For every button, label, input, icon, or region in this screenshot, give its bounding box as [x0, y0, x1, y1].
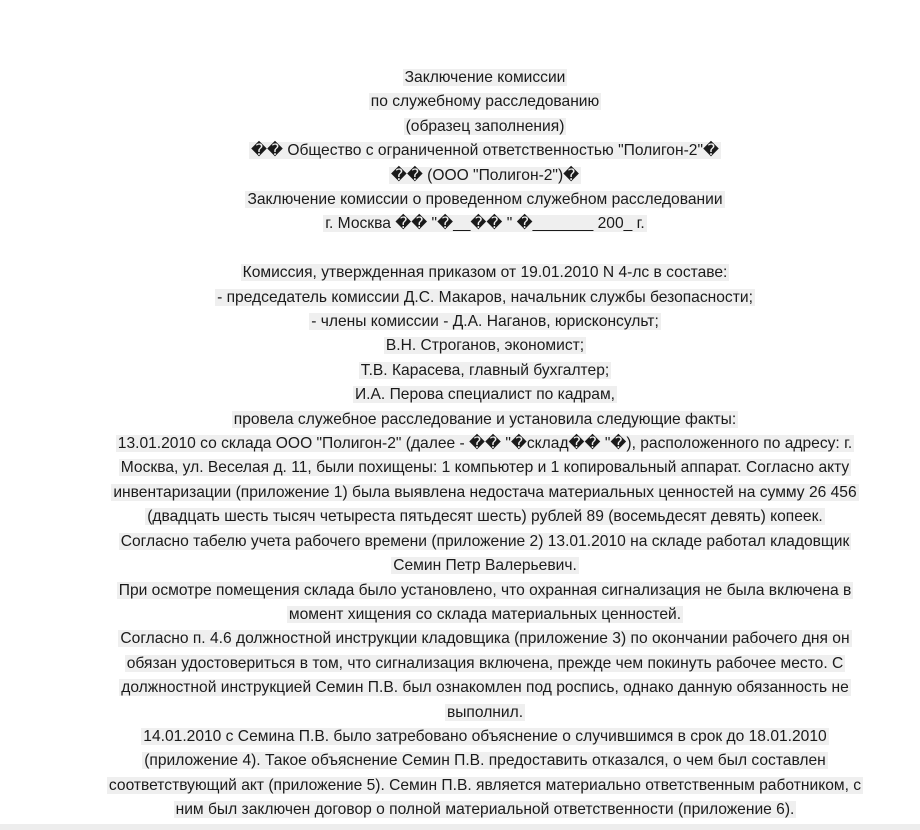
doc-line — [60, 164, 910, 188]
body-text-line: Семин Петр Валерьевич. — [393, 557, 577, 575]
doc-line — [60, 383, 910, 407]
body-text-line: И.А. Перова специалист по кадрам, — [354, 386, 616, 404]
doc-line — [60, 261, 910, 285]
body-text-line: В.Н. Строганов, экономист; — [385, 337, 585, 355]
doc-line — [60, 652, 910, 676]
bottom-edge-bar — [0, 824, 920, 830]
body-text-line: - председатель комиссии Д.С. Макаров, начальник службы безопасности; — [217, 288, 753, 306]
doc-line — [60, 115, 910, 139]
company-short-name: �� (ООО "Полигон-2")� — [390, 166, 580, 184]
doc-line — [60, 603, 910, 627]
body-text-line: Согласно п. 4.6 должностной инструкции кладовщика (приложение 3) по окончании рабочего дня он — [120, 630, 850, 648]
doc-line — [60, 701, 910, 725]
doc-line — [60, 505, 910, 529]
body-text-line: Согласно табелю учета рабочего времени (приложение 2) 13.01.2010 на складе работал кладовщик — [120, 532, 850, 550]
body-text-line: (двадцать шесть тысяч четыреста пятьдесят шесть) рублей 89 (восемьдесят девять) копеек. — [147, 508, 823, 526]
body-text-line: должностной инструкцией Семин П.В. был ознакомлен под роспись, однако данную обязанность не — [121, 679, 849, 697]
doc-line — [60, 749, 910, 773]
doc-line — [60, 310, 910, 334]
doc-line — [60, 798, 910, 822]
doc-heading: Заключение комиссии о проведенном служебном расследовании — [247, 191, 723, 209]
doc-line — [60, 334, 910, 358]
doc-line — [60, 408, 910, 432]
doc-line — [60, 188, 910, 212]
doc-place-date: г. Москва �� "�__�� " �_______ 200_ г. — [325, 215, 645, 233]
body-text-line: Т.В. Карасева, главный бухгалтер; — [360, 361, 610, 379]
doc-line — [60, 286, 910, 310]
doc-line — [60, 139, 910, 163]
doc-line — [60, 90, 910, 114]
doc-line — [60, 481, 910, 505]
company-name: �� Общество с ограниченной ответственностью "Полигон-2"� — [251, 142, 719, 160]
paragraph-gap — [60, 237, 910, 261]
doc-line — [60, 530, 910, 554]
doc-line — [60, 774, 910, 798]
document-body — [60, 66, 910, 823]
doc-line — [60, 554, 910, 578]
body-text-line: Москва, ул. Веселая д. 11, были похищены: 1 компьютер и 1 копировальный аппарат. Согласно акту — [120, 459, 850, 477]
body-text-line: выполнил. — [446, 703, 524, 721]
doc-line — [60, 432, 910, 456]
doc-line — [60, 212, 910, 236]
body-text-line: 13.01.2010 со склада ООО "Полигон-2" (далее - �� "�склад�� "�), расположенного по адресу: г. — [117, 435, 853, 453]
body-text-line: (приложение 4). Такое объяснение Семин П.В. предоставить отказался, о чем был составлен — [144, 752, 826, 770]
doc-line — [60, 627, 910, 651]
body-text-line: обязан удостовериться в том, что сигнализация включена, прежде чем покинуть рабочее место. С — [126, 654, 844, 672]
body-text-line: момент хищения со склада материальных ценностей. — [288, 605, 682, 623]
doc-note: (образец заполнения) — [405, 117, 565, 135]
body-text-line: Комиссия, утвержденная приказом от 19.01.2010 N 4-лс в составе: — [242, 264, 728, 282]
doc-title: Заключение комиссии — [404, 69, 566, 86]
doc-line — [60, 359, 910, 383]
body-text-line: ним был заключен договор о полной материальной ответственности (приложение 6). — [175, 801, 795, 819]
doc-line — [60, 579, 910, 603]
doc-line — [60, 725, 910, 749]
doc-subtitle: по служебному расследованию — [370, 93, 600, 111]
body-text-line: соответствующий акт (приложение 5). Семин П.В. является материально ответственным работником, с — [108, 776, 862, 794]
doc-line — [60, 676, 910, 700]
body-text-line: инвентаризации (приложение 1) была выявлена недостача материальных ценностей на сумму 26 456 — [113, 483, 857, 501]
body-text-line: - члены комиссии - Д.А. Наганов, юрисконсульт; — [311, 313, 659, 331]
body-text-line: провела служебное расследование и установила следующие факты: — [233, 410, 737, 428]
body-text-line: 14.01.2010 с Семина П.В. было затребовано объяснение о случившимся в срок до 18.01.2010 — [143, 727, 827, 745]
doc-line — [60, 66, 910, 90]
doc-line — [60, 456, 910, 480]
body-text-line: При осмотре помещения склада было установлено, что охранная сигнализация не была включена в — [118, 581, 852, 599]
